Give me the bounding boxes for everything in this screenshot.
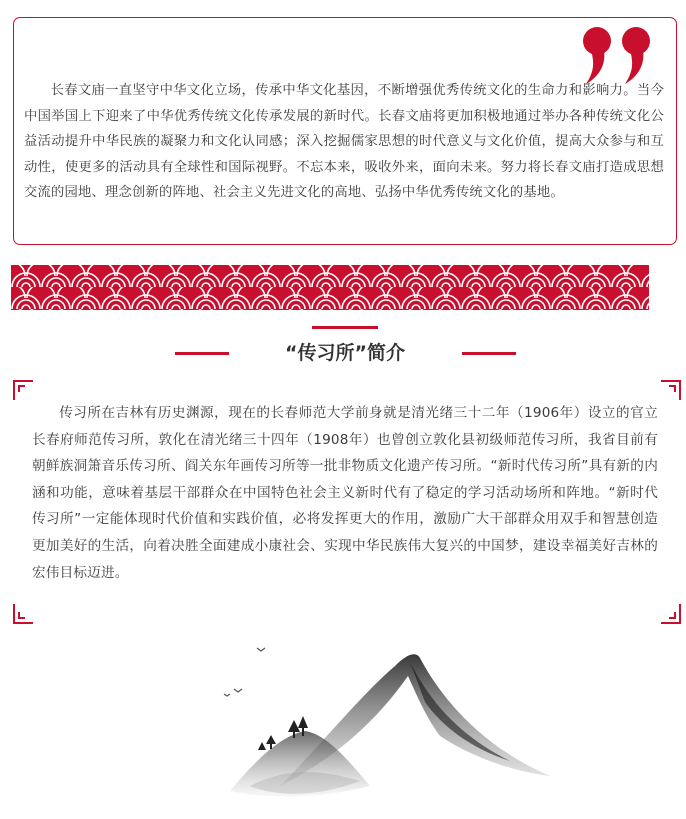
corner-ornament-top-left	[13, 380, 33, 400]
corner-ornament-top-right	[661, 380, 681, 400]
section-title: “传习所”简介	[285, 342, 405, 364]
intro-paragraph: 长春文庙一直坚守中华文化立场，传承中华文化基因，不断增强优秀传统文化的生命力和影响力。当今中国举国上下迎来了中华优秀传统文化传承发展的新时代。长春文庙将更加积极地通过举办各种传统文化公益活动提升中华民族的凝聚力和文化认同感；深入挖掘儒家思想的时代意义与文化价值，提高大众参与和互动性，使更多的活动具有全球性和国际视野。不忘本来，吸收外来，面向未来。努力将长春文庙打造成思想交流的园地、理念创新的阵地、社会主义先进文化的高地、弘扬中华优秀传统文化的基地。	[24, 83, 664, 201]
corner-ornament-bottom-right	[661, 604, 681, 624]
title-divider-right	[462, 352, 516, 355]
section-paragraph: 传习所在吉林有历史渊源，现在的长春师范大学前身就是清光绪三十二年（1906年）设立的官立长春府师范传习所，敦化在清光绪三十四年（1908年）也曾创立敦化县初级师范传习所，我省目前有朝鲜族洞箫音乐传习所、阎关东年画传习所等一批非物质文化遗产传习所。“新时代传习所”具有新的内涵和功能，意味着基层干部群众在中国特色社会主义新时代有了稳定的学习活动场所和阵地。“新时代传习所”一定能体现时代价值和实践价值，必将发挥更大的作用，激励广大干部群众用双手和智慧创造更加美好的生活，向着决胜全面建成小康社会、实现中华民族伟大复兴的中国梦，建设幸福美好吉林的宏伟目标迈进。	[32, 405, 658, 581]
quote-mark-icon	[580, 24, 656, 86]
wave-pattern	[11, 265, 649, 310]
ink-mountain-illustration	[210, 636, 560, 819]
corner-ornament-bottom-left	[13, 604, 33, 624]
title-top-bar	[312, 326, 378, 329]
intro-box	[13, 17, 677, 245]
title-divider-left	[175, 352, 229, 355]
